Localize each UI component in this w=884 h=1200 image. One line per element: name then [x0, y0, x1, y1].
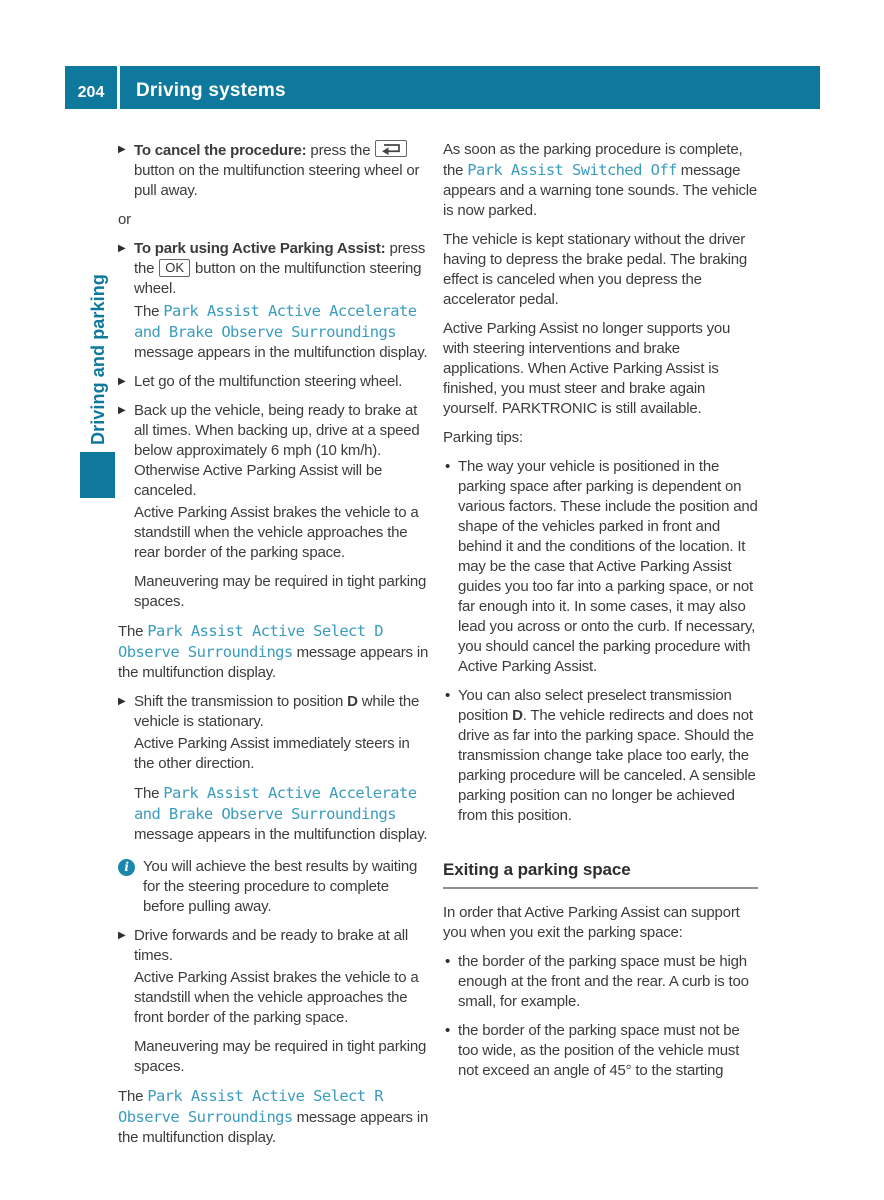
- paragraph-text: [458, 952, 758, 1012]
- bullet-marker-icon: •: [445, 953, 451, 970]
- text-segment: message appears in the multifunction display.: [134, 344, 428, 361]
- text-segment: Park Assist Active Select D Observe Surroundings: [118, 622, 383, 661]
- text-segment: message appears and a warning tone sounds. The vehicle is now parked.: [443, 162, 758, 219]
- text-segment: message appears in the multifunction display.: [118, 1109, 429, 1146]
- text-segment: The way your vehicle is positioned in the parking space after parking is dependent on various factors. These include the position and shape of the vehicles parked in front and behind it and the conditions of the location. It may be the case that Active Parking Assist guides you too far into a parking space, or not far enough into it. In some cases, it may also lead you across or onto the curb. If necessary, you should cancel the parking procedure with Active Parking Assist.: [458, 458, 758, 675]
- text-segment: As soon as the parking procedure is complete, the: [443, 141, 743, 179]
- text-segment: Park Assist Active Accelerate and Brake Observe Surroundings: [134, 302, 417, 341]
- text-segment: To park using Active Parking Assist:: [134, 240, 386, 257]
- text-segment: You will achieve the best results by waiting for the steering procedure to complete before pulling away.: [143, 858, 418, 915]
- paragraph-plain: [443, 319, 758, 419]
- text-segment: In order that Active Parking Assist can support you when you exit the parking space:: [443, 904, 740, 941]
- text-segment: Let go of the multifunction steering wheel.: [134, 373, 403, 390]
- text-segment: press the: [134, 240, 426, 277]
- text-segment: The: [118, 1088, 148, 1105]
- paragraph-cont: [118, 301, 430, 363]
- text-segment: The: [118, 623, 148, 640]
- paragraph-text: [134, 140, 430, 201]
- text-segment: Parking tips:: [443, 429, 523, 446]
- page-number: 204: [65, 66, 120, 109]
- text-segment: D: [347, 693, 358, 710]
- info-icon: i: [118, 859, 135, 876]
- text-segment: Maneuvering may be required in tight parking spaces.: [134, 573, 427, 610]
- arrow-marker-icon: ▶: [118, 144, 126, 155]
- chapter-title: Driving systems: [136, 80, 286, 101]
- text-segment: The vehicle is kept stationary without the driver having to depress the brake pedal. The braking effect is canceled when you depress the accelerator pedal.: [443, 231, 748, 308]
- paragraph-plain: [443, 903, 758, 943]
- paragraph-cont: [118, 968, 430, 1028]
- text-segment: the border of the parking space must not be too wide, as the position of the vehicle must not exceed an angle of 45° to the starting: [458, 1022, 740, 1079]
- paragraph-plain: [118, 210, 430, 230]
- text-segment: Park Assist Switched Off: [467, 161, 677, 179]
- text-segment: Park Assist Active Accelerate and Brake Observe Surroundings: [134, 784, 417, 823]
- text-segment: Active Parking Assist brakes the vehicle to a standstill when the vehicle approaches the front border of the parking space.: [134, 969, 419, 1026]
- right-column: [443, 140, 758, 1081]
- text-segment: Drive forwards and be ready to brake at all times.: [134, 927, 409, 964]
- text-segment: button on the multifunction steering wheel or pull away.: [134, 162, 420, 199]
- paragraph-cont: [118, 1037, 430, 1077]
- paragraph-text: [134, 372, 430, 392]
- text-segment: The: [134, 785, 164, 802]
- paragraph-plain: [443, 230, 758, 310]
- arrow-marker-icon: ▶: [118, 376, 126, 387]
- text-segment: Maneuvering may be required in tight parking spaces.: [134, 1038, 427, 1075]
- paragraph-arrow: [118, 239, 430, 299]
- paragraph-arrow: [118, 140, 430, 201]
- text-segment: . The vehicle redirects and does not drive as far into the parking space. Should the transmission change take place too early, the parking procedure will be canceled. A sensible parking position can no longer be achieved from this position.: [458, 707, 756, 824]
- text-segment: while the vehicle is stationary.: [134, 693, 420, 730]
- paragraph-plain: [443, 428, 758, 448]
- text-segment: press the: [306, 142, 375, 159]
- paragraph-arrow: [118, 926, 430, 966]
- arrow-marker-icon: ▶: [118, 930, 126, 941]
- chapter-header-bar: [65, 66, 820, 109]
- paragraph-cont: [118, 734, 430, 774]
- text-segment: Active Parking Assist immediately steers in the other direction.: [134, 735, 410, 772]
- arrow-marker-icon: ▶: [118, 243, 126, 254]
- paragraph-plain: [118, 621, 430, 683]
- arrow-marker-icon: ▶: [118, 405, 126, 416]
- paragraph-text: [458, 686, 758, 826]
- text-segment: You can also select preselect transmission position: [458, 687, 732, 724]
- paragraph-cont: [118, 572, 430, 612]
- left-column: [118, 140, 430, 1148]
- paragraph-text: [134, 239, 430, 299]
- paragraph-text: [134, 926, 430, 966]
- paragraph-bullet: [443, 457, 758, 677]
- text-segment: Shift the transmission to position: [134, 693, 348, 710]
- text-segment: message appears in the multifunction display.: [134, 826, 428, 843]
- text-segment: Active Parking Assist brakes the vehicle to a standstill when the vehicle approaches the rear border of the parking space.: [134, 504, 419, 561]
- paragraph-bullet: [443, 686, 758, 826]
- paragraph-plain: [443, 140, 758, 221]
- text-segment: The: [134, 303, 164, 320]
- paragraph-text: [458, 1021, 758, 1081]
- text-segment: or: [118, 211, 131, 228]
- text-segment: Back up the vehicle, being ready to brake at all times. When backing up, drive at a speed below approximately 6 mph (10 km/h). Otherwise Active Parking Assist will be canceled.: [134, 402, 420, 499]
- section-heading: [443, 860, 758, 889]
- text-segment: the border of the parking space must be high enough at the front and the rear. A curb is too small, for example.: [458, 953, 749, 1010]
- paragraph-text: [458, 457, 758, 677]
- text-segment: Exiting a parking space: [443, 860, 631, 879]
- text-segment: message appears in the multifunction display.: [118, 644, 429, 681]
- ok-button-glyph: OK: [159, 259, 190, 277]
- text-segment: To cancel the procedure:: [134, 142, 307, 159]
- chapter-index-tab: [80, 452, 115, 498]
- text-segment: Active Parking Assist no longer supports you with steering interventions and brake applications. When Active Parking Assist is finished, you must steer and brake again yourself. PARKTRONIC is still available.: [443, 320, 731, 417]
- paragraph-text: [134, 401, 430, 501]
- paragraph-cont: [118, 503, 430, 563]
- paragraph-text: [134, 692, 430, 732]
- paragraph-arrow: [118, 372, 430, 392]
- paragraph-info: [118, 857, 430, 917]
- paragraph-arrow: [118, 401, 430, 501]
- paragraph-text: [143, 857, 430, 917]
- back-arrow-icon: [375, 140, 407, 157]
- paragraph-bullet: [443, 952, 758, 1012]
- paragraph-bullet: [443, 1021, 758, 1081]
- text-segment: D: [512, 707, 523, 724]
- paragraph-cont: [118, 783, 430, 845]
- bullet-marker-icon: •: [445, 458, 451, 475]
- bullet-marker-icon: •: [445, 1022, 451, 1039]
- arrow-marker-icon: ▶: [118, 696, 126, 707]
- text-segment: button on the multifunction steering wheel.: [134, 260, 422, 297]
- paragraph-plain: [118, 1086, 430, 1148]
- paragraph-arrow: [118, 692, 430, 732]
- text-segment: Park Assist Active Select R Observe Surroundings: [118, 1087, 383, 1126]
- sidebar-chapter-label: Driving and parking: [88, 274, 108, 445]
- bullet-marker-icon: •: [445, 687, 451, 704]
